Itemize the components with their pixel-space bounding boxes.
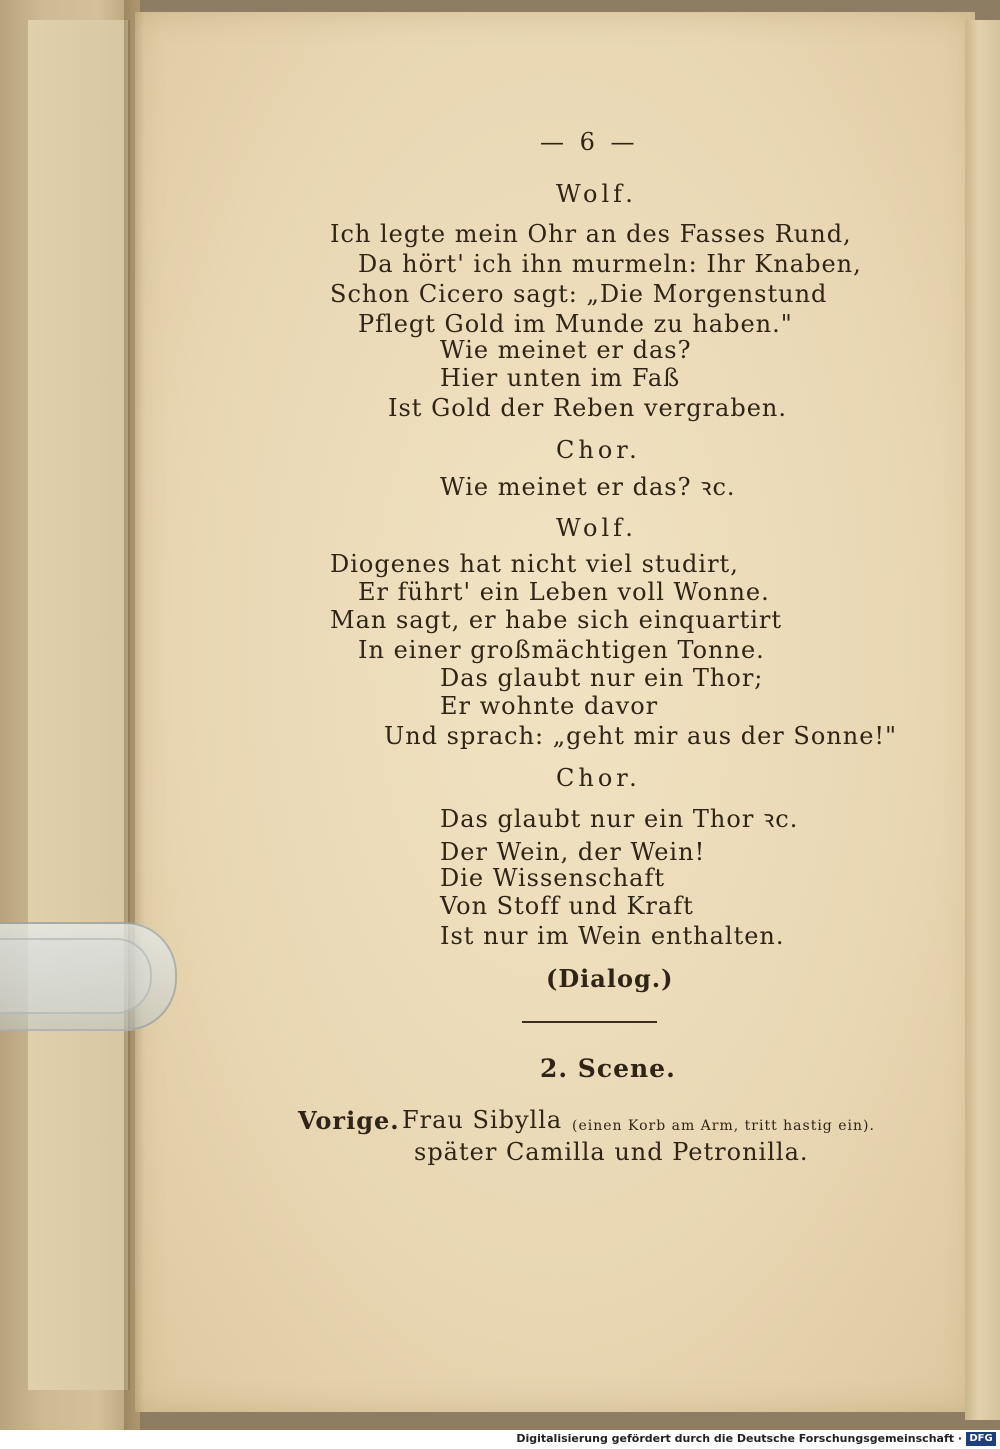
scene-heading: 2. Scene. [540,1054,676,1083]
dfg-logo: DFG [966,1432,996,1446]
verse-line: Ich legte mein Ohr an des Fasses Rund, [330,220,852,248]
page-number: — 6 — [540,128,639,156]
verse-line: Und sprach: „geht mir aus der Sonne!" [384,722,898,750]
stage-direction: (einen Korb am Arm, tritt hastig ein). [572,1118,875,1134]
stage-direction-dialog: (Dialog.) [546,964,674,993]
verse-line: Man sagt, er habe sich einquartirt [330,606,783,634]
verse-line: Das glaubt nur ein Thor; [440,664,764,692]
verse-line: Das glaubt nur ein Thor ꝛc. [440,805,799,833]
speaker-label: Wolf. [556,180,637,208]
book-clip-inner [0,938,152,1014]
verse-line: Der Wein, der Wein! [440,838,706,866]
verse-line: Die Wissenschaft [440,864,666,892]
book-cover-left [0,0,140,1430]
verse-line: Da hört' ich ihn murmeln: Ihr Knaben, [358,250,862,278]
verse-line: Er führt' ein Leben voll Wonne. [358,578,770,606]
speaker-label: Chor. [556,764,641,792]
verse-line: Diogenes hat nicht viel studirt, [330,550,739,578]
spine-shadow [124,0,144,1430]
verse-line: Hier unten im Faß [440,364,681,392]
verse-line: Ist Gold der Reben vergraben. [388,394,787,422]
verse-line: Schon Cicero sagt: „Die Morgenstund [330,280,828,308]
page-edge-right [965,20,1000,1420]
cast-line-2: später Camilla und Petronilla. [414,1138,809,1166]
verse-line: Er wohnte davor [440,692,659,720]
section-divider [522,1021,657,1023]
speaker-label: Chor. [556,436,641,464]
verse-line: Pflegt Gold im Munde zu haben." [358,310,793,338]
flyleaf-edge [28,20,130,1390]
speaker-label: Wolf. [556,514,637,542]
verse-line: Ist nur im Wein enthalten. [440,922,785,950]
verse-line: Von Stoff und Kraft [440,892,694,920]
cast-label: Vorige. [298,1106,400,1135]
book-clip [0,922,177,1031]
cast-name: Frau Sibylla [402,1106,563,1134]
verse-line: In einer großmächtigen Tonne. [358,636,765,664]
verse-line: Wie meinet er das? [440,336,692,364]
verse-line: Wie meinet er das? ꝛc. [440,473,736,501]
footer-credit: Digitalisierung gefördert durch die Deutsche Forschungsgemeinschaft · [516,1432,962,1445]
